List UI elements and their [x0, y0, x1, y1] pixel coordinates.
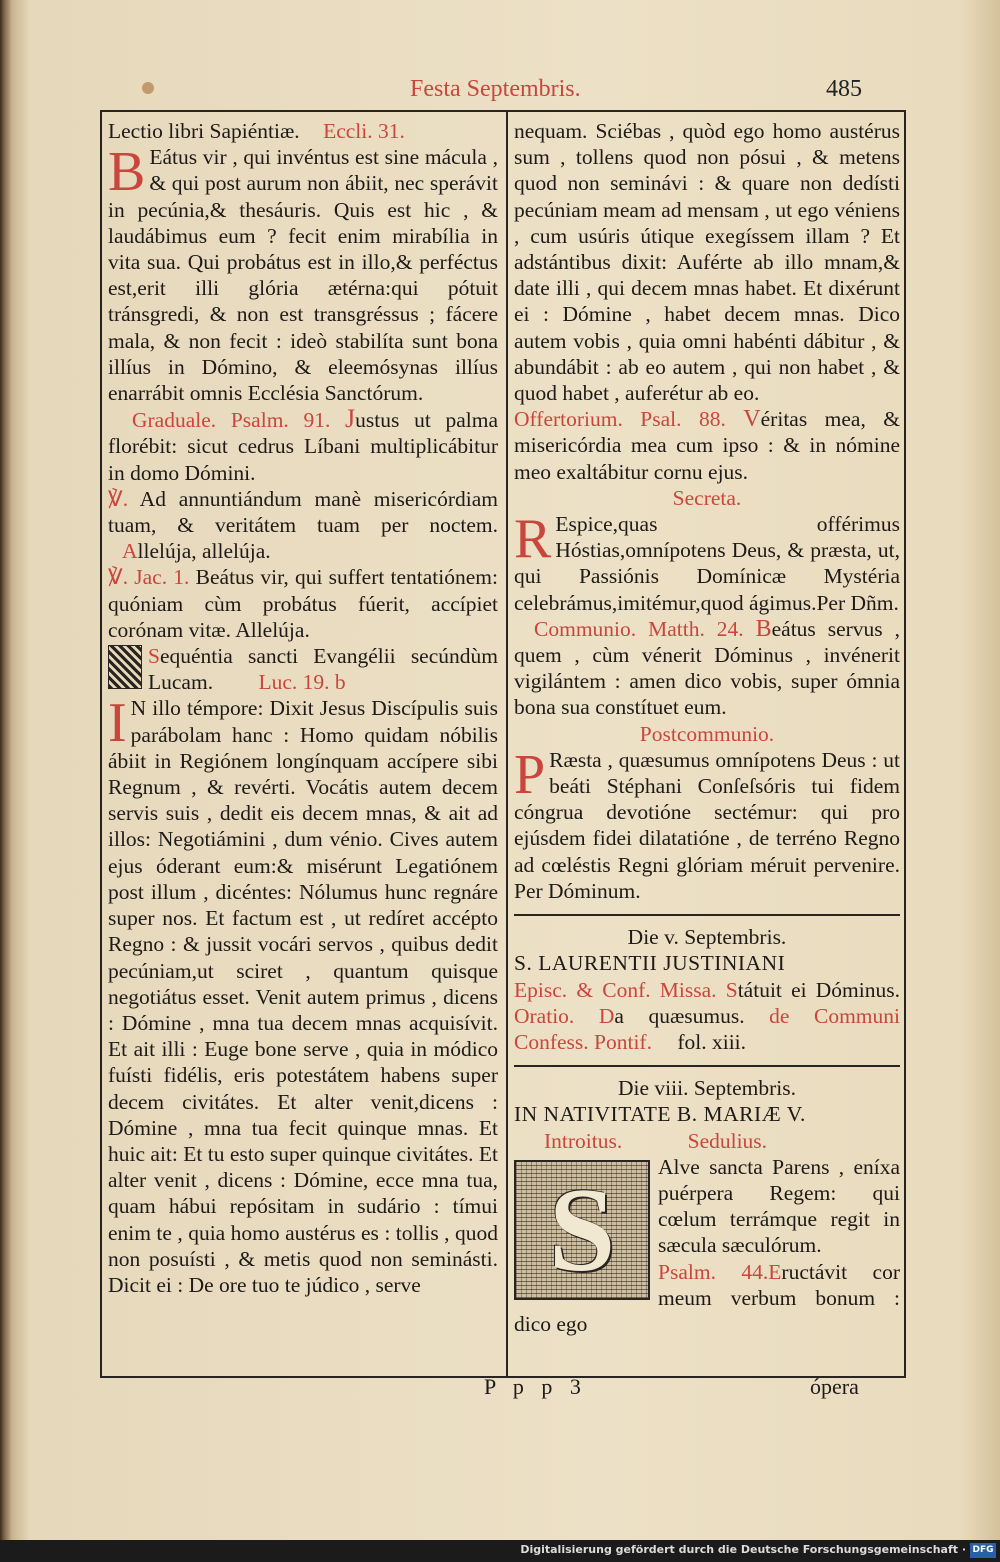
nativitas-title: IN NATIVITATE B. MARIÆ V. [514, 1102, 806, 1127]
left-column [108, 118, 498, 1298]
communio-paragraph [514, 616, 900, 721]
die-viii-heading: Die viii. Septembris. [618, 1076, 796, 1101]
drop-cap-p: P [514, 743, 546, 806]
laurentius-de: de [769, 1003, 790, 1028]
laurentius-communi: Communi Confess. Pontif. [514, 1003, 900, 1054]
running-title: Festa Septembris. [410, 76, 581, 102]
laurentius-initial: S [725, 977, 738, 1002]
lectio-reference: Eccli. 31. [323, 119, 405, 143]
lectio-text: Eátus vir , qui invéntus est sine mácula , & qui post aurum non ábiit, nec sperávit in pecúnia,& thesáuris. Quis est hic , & laudábimus eum ? fecit enim mirabília in vita sua. Qui probátus est in illo,& perféctus est,erit illi glória ætérna:qui pótuit tránsgredi, & non est transgréssus ; fácere mala, & non fecit : ideò stabilíta sunt bona illíus in Dómino, & eleemósynas illíus enarrábit omnis Ecclésia Sanctórum. [108, 145, 498, 406]
page-number: 485 [826, 76, 862, 102]
introitus-paragraph [514, 1154, 900, 1337]
laurentius-folio: fol. xiii. [677, 1029, 747, 1054]
laurentius-oratio: a quæsumus. [614, 1003, 745, 1028]
secreta-paragraph [514, 508, 900, 616]
laurentius-introit: tátuit ei Dóminus. [737, 977, 900, 1002]
versicle-2-text: Beátus vir, qui suffert tentatiónem: quóniam cùm probátus fúerit, accípiet corónam vitæ. Allelúja. [108, 565, 498, 642]
psalm-text: ructávit cor meum verbum bonum : dico ego [514, 1259, 900, 1336]
psalm-label: Psalm. 44. [658, 1259, 769, 1284]
lectio-paragraph [108, 141, 498, 406]
drop-cap-r: R [514, 508, 552, 571]
page-stain [142, 82, 154, 94]
secreta-text: Espice,quas offérimus Hóstias,omnípotens Deus, & præsta, ut, qui Passiónis Domínicæ Mystéria celebrámus,imitémur,quod ágimus.Per Dñm. [514, 512, 900, 615]
offertorium-paragraph [514, 406, 900, 485]
postcommunio-text: Ræsta , quæsumus omnípotens Deus : ut beáti Stéphani Conſeſsóris tui fidem cóngrua devotióne sectémur: qui pro ejúsdem fidei dilatatióne , de terréno Regno ad cœléstis Regni glóriam méruit pervenire. Per Dóminum. [514, 747, 900, 903]
versicle-2 [108, 564, 498, 643]
introitus-text: Alve sancta Parens , eníxa puérpera Regem: qui cœlum terrámque regit in sæcula sæculórum. [658, 1154, 900, 1258]
sequentia-initial: S [148, 644, 160, 669]
laurentius-oratio-label: Oratio. [514, 1003, 575, 1028]
graduale-text: ustus ut palma florébit: sicut cedrus Líbani multiplicábitur in domo Dómini. [108, 408, 499, 485]
running-head [0, 76, 1000, 106]
versicle-1 [108, 486, 498, 565]
woodcut-initial-s [514, 1160, 650, 1300]
sedulius-label: Sedulius. [687, 1128, 768, 1153]
versicle-2-mark: ℣. Jac. 1. [108, 565, 190, 590]
ornament-icon [108, 645, 142, 689]
woodcut-letter: S [548, 1162, 616, 1296]
offertorium-label: Offertorium. Psal. 88. [514, 407, 726, 432]
section-rule-2 [514, 1065, 900, 1067]
alleluia-initial: A [122, 539, 138, 564]
graduale-paragraph [108, 406, 498, 486]
gospel-paragraph [108, 692, 498, 1298]
section-rule [514, 914, 900, 916]
sequentia-reference: Luc. 19. b [258, 670, 346, 695]
sequentia-heading [108, 643, 498, 695]
lectio-heading: Lectio libri Sapiéntiæ. [108, 119, 300, 143]
dfg-footer-bar [0, 1540, 1000, 1562]
introitus-label: Introitus. [544, 1128, 623, 1153]
postcommunio-heading: Postcommunio. [639, 721, 775, 746]
gospel-continuation: nequam. Sciébas , quòd ego homo austérus sum , tollens quod non pósui , & metens quod non seminávi : & quare non dedísti pecúniam meam ad mensam , ut ego véniens , cum usúris útique exegíssem illam ? Et adstántibus dixit: Auférte ab illo mnam,& date illi , qui decem mnas habet. Et dixérunt ei : Dómine , habet decem mnas. Dico autem vobis , quia omni habénti dábitur , & abundábit : ab eo autem , qui non habet , & quod habet , auferétur ab eo. [514, 119, 900, 406]
versicle-1-text: Ad annuntiándum manè misericórdiam tuam, & veritátem tuam per noctem. [108, 486, 498, 538]
offertorium-initial: V [743, 406, 761, 433]
catchword: ópera [810, 1374, 859, 1399]
die-v-heading: Die v. Septembris. [627, 925, 787, 950]
graduale-label: Graduale. Psalm. 91. [132, 408, 331, 433]
laurentius-initial-2: D [598, 1003, 615, 1028]
column-divider [506, 112, 508, 1376]
sequentia-text: equéntia sancti Evangélii secúndùm Lucam. [148, 644, 498, 695]
introitus-labels [514, 1128, 900, 1154]
communio-label: Communio. Matth. 24. [534, 616, 744, 641]
dfg-logo-icon: DFG [970, 1543, 996, 1558]
right-column [514, 118, 900, 1337]
laurentius-rubrics [514, 977, 900, 1056]
text-frame [100, 110, 906, 1378]
gospel-text: N illo témpore: Dixit Jesus Discípulis suis parábolam hanc : Homo quidam nóbilis ábiit in Regiónem longínquam accípere sibi Regnum , & revérti. Vocátis autem decem servis suis , dedit eis decem mnas, & ait ad illos: Negotiámini , dum vénio. Cives autem ejus óderant eum:& misérunt Legatiónem post illum , dicéntes: Nólumus hunc regnáre super nos. Et factum est , ut redíret accépto Regno : & jussit vocári servos , quibus dedit pecúniam,ut sciret , quantum quisque negotiátus esset. Venit autem primus , dicens : Dómine , mna tua decem mnas acquisívit. Et ait illi : Euge bone serve , quia in módico fuísti fidélis, eris potestátem habens super decem civitátes. Et alter venit,dicens : Dómine , mna tua fecit quinque mnas. Et huic ait: Et tu esto super quinque civitátes. Et alter venit , dicens : Dómine, ecce mna tua, quam hábui repósitam in sudário : tímui enim te , quia homo austérus es : tollis , quod non posuísti , & metis quod non seminásti. Dicit ei : De ore tuo te júdico , serve [108, 696, 498, 1297]
postcommunio-paragraph [514, 743, 900, 904]
versicle-mark: ℣. [108, 486, 129, 511]
signature-mark: P p p 3 [484, 1374, 587, 1399]
communio-initial: B [755, 615, 772, 642]
page-footer [0, 1374, 1000, 1404]
lectio-heading-line [108, 118, 498, 144]
laurentius-missa-label: Episc. & Conf. Missa. [514, 977, 717, 1002]
secreta-heading: Secreta. [672, 485, 742, 510]
drop-cap-b: B [108, 141, 146, 204]
alleluia-text: llelúja, allelúja. [137, 539, 271, 564]
dfg-credit-text: Digitalisierung gefördert durch die Deutsche Forschungsgemeinschaft · [520, 1543, 966, 1556]
laurentius-title: S. LAURENTII JUSTINIANI [514, 951, 786, 976]
graduale-initial: J [345, 404, 356, 434]
offertorium-text: éritas mea, & misericórdia mea cum ipso : & in nómine meo exaltábitur cornu ejus. [514, 407, 900, 484]
drop-cap-i: I [108, 692, 127, 755]
psalm-initial: E [768, 1259, 782, 1284]
communio-text: eátus servus , quem , cùm vénerit Dóminus , invénerit vigilántem : amen dico vobis, super ómnia bona sua constítuet eum. [514, 616, 900, 720]
